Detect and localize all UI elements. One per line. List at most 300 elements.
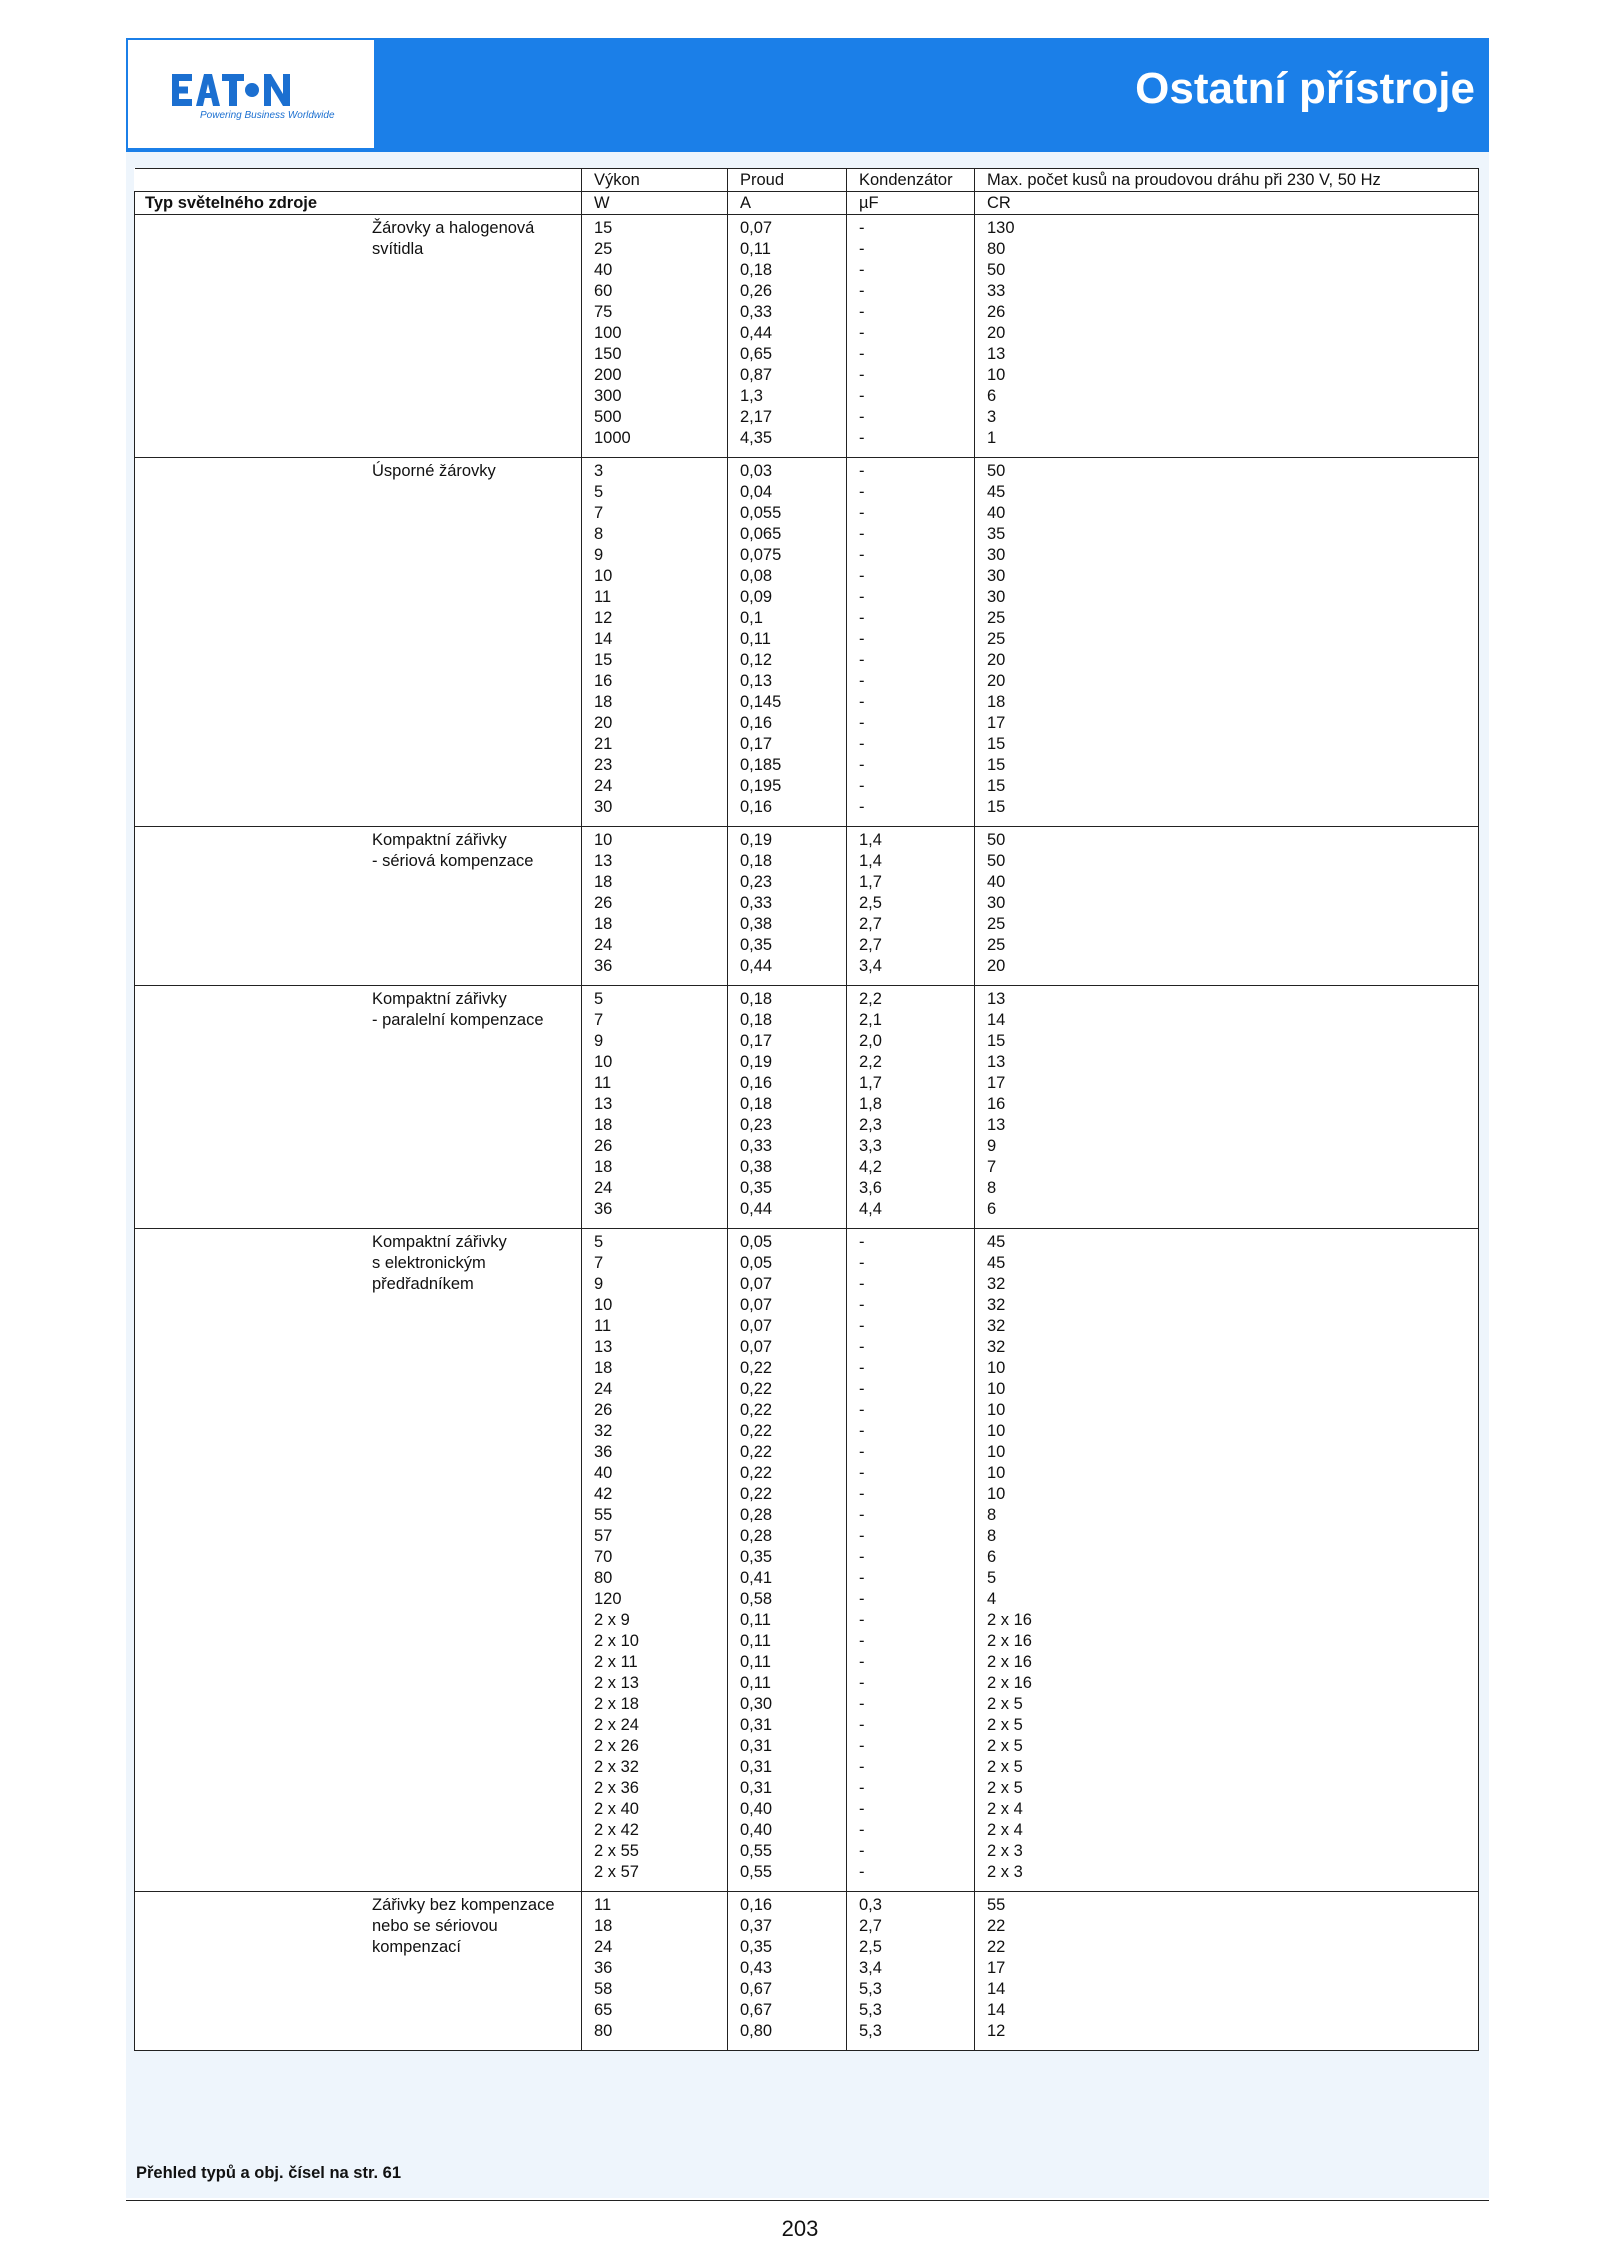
table-cell-value: - xyxy=(859,1548,865,1566)
table-cell-value: 0,07 xyxy=(740,1338,773,1356)
table-cell-value: - xyxy=(859,387,865,405)
table-cell-value: 2,7 xyxy=(859,915,882,933)
table-cell-value: 25 xyxy=(987,609,1006,627)
table-cell-value: 5 xyxy=(987,1569,997,1587)
table-cell-value: 0,16 xyxy=(740,714,773,732)
table-cell-value: 120 xyxy=(594,1590,622,1608)
table-cell-value: 0,35 xyxy=(740,1548,773,1566)
table-cell-value: 11 xyxy=(594,1317,612,1335)
light-source-name-line: Úsporné žárovky xyxy=(372,462,496,480)
table-cell-value: - xyxy=(859,345,865,363)
table-cell-value: 24 xyxy=(594,1938,613,1956)
table-cell-value: 2 x 4 xyxy=(987,1821,1023,1839)
table-cell-value: 7 xyxy=(987,1158,997,1176)
light-source-name-line: Žárovky a halogenová xyxy=(372,219,535,237)
table-cell-value: - xyxy=(859,1422,865,1440)
table-cell-value: 1,4 xyxy=(859,831,882,849)
table-cell-value: 32 xyxy=(987,1338,1006,1356)
table-cell-value: - xyxy=(859,324,865,342)
table-cell-value: - xyxy=(859,1380,865,1398)
power-values xyxy=(582,986,728,1229)
table-cell-value: 0,22 xyxy=(740,1422,773,1440)
table-cell-value: 0,145 xyxy=(740,693,782,711)
capacitor-values xyxy=(847,215,975,458)
table-cell-value: 10 xyxy=(987,1380,1006,1398)
table-cell-value: 2,1 xyxy=(859,1011,882,1029)
light-source-type xyxy=(135,458,582,827)
table-cell-value: 10 xyxy=(594,831,613,849)
table-cell-value: 10 xyxy=(987,1359,1006,1377)
table-cell-value: 0,23 xyxy=(740,873,773,891)
table-cell-value: 10 xyxy=(987,1401,1006,1419)
table-cell-value: 20 xyxy=(987,324,1006,342)
footnote: Přehled typů a obj. čísel na str. 61 xyxy=(136,2164,402,2182)
table-cell-value: 80 xyxy=(594,2022,613,2040)
table-cell-value: 2 x 11 xyxy=(594,1653,638,1671)
light-source-name-line: - sériová kompenzace xyxy=(372,852,534,870)
table-cell-value: - xyxy=(859,261,865,279)
table-cell-value: 13 xyxy=(987,1053,1006,1071)
table-cell-value: 16 xyxy=(987,1095,1006,1113)
power-values xyxy=(582,1892,728,2051)
table-cell-value: 1,7 xyxy=(859,1074,882,1092)
light-source-type xyxy=(135,215,582,458)
table-cell-value: 26 xyxy=(594,1401,613,1419)
table-cell-value: - xyxy=(859,1233,865,1251)
section-title: Ostatní přístroje xyxy=(1135,64,1475,113)
light-source-name-line: s elektronickým xyxy=(372,1254,486,1272)
logo-tagline: Powering Business Worldwide xyxy=(200,110,335,121)
table-cell-value: 2 x 16 xyxy=(987,1674,1032,1692)
table-cell-value: 15 xyxy=(987,1032,1006,1050)
table-cell-value: - xyxy=(859,588,865,606)
table-cell-value: 3,6 xyxy=(859,1179,882,1197)
table-cell-value: 2,7 xyxy=(859,1917,882,1935)
table-cell-value: 2 x 5 xyxy=(987,1737,1023,1755)
table-cell-value: 0,19 xyxy=(740,1053,773,1071)
table-cell-value: 4 xyxy=(987,1590,997,1608)
unit-capacitor: µF xyxy=(847,192,975,215)
table-cell-value: 0,19 xyxy=(740,831,773,849)
table-cell-value: 32 xyxy=(594,1422,613,1440)
table-cell-value: 3 xyxy=(987,408,997,426)
max-count-values xyxy=(975,215,1479,458)
table-cell-value: 18 xyxy=(594,1158,613,1176)
table-cell-value: 0,23 xyxy=(740,1116,773,1134)
table-cell-value: 57 xyxy=(594,1527,613,1545)
table-cell-value: 9 xyxy=(594,546,604,564)
table-cell-value: 24 xyxy=(594,777,613,795)
table-cell-value: 0,185 xyxy=(740,756,782,774)
table-cell-value: 0,07 xyxy=(740,219,773,237)
power-values xyxy=(582,458,728,827)
table-cell-value: 0,33 xyxy=(740,303,773,321)
light-source-type xyxy=(135,1892,582,2051)
table-cell-value: 8 xyxy=(987,1179,997,1197)
table-cell-value: 2 x 24 xyxy=(594,1716,639,1734)
table-cell-value: 9 xyxy=(987,1137,997,1155)
table-cell-value: - xyxy=(859,1779,865,1797)
table-cell-value: - xyxy=(859,1443,865,1461)
table-cell-value: 0,11 xyxy=(740,1653,771,1671)
light-source-name-line: svítidla xyxy=(372,240,424,258)
table-cell-value: 0,65 xyxy=(740,345,773,363)
table-cell-value: 10 xyxy=(987,1422,1006,1440)
table-cell-value: 55 xyxy=(594,1506,613,1524)
table-cell-value: 45 xyxy=(987,1233,1006,1251)
light-source-name-line: nebo se sériovou xyxy=(372,1917,498,1935)
light-source-type xyxy=(135,1229,582,1892)
light-source-type xyxy=(135,986,582,1229)
table-cell-value: 2 x 55 xyxy=(594,1842,639,1860)
table-cell-value: 26 xyxy=(594,894,613,912)
table-cell-value: - xyxy=(859,1758,865,1776)
table-cell-value: 14 xyxy=(987,1980,1006,1998)
table-cell-value: 5,3 xyxy=(859,2001,882,2019)
table-cell-value: - xyxy=(859,1275,865,1293)
table-cell-value: 0,07 xyxy=(740,1317,773,1335)
table-cell-value: 4,4 xyxy=(859,1200,882,1218)
table-cell-value: 2 x 13 xyxy=(594,1674,639,1692)
table-cell-value: 33 xyxy=(987,282,1006,300)
table-cell-value: 0,40 xyxy=(740,1800,773,1818)
table-cell-value: 0,16 xyxy=(740,1074,773,1092)
table-cell-value: 2,5 xyxy=(859,1938,882,1956)
table-cell-value: 15 xyxy=(594,219,613,237)
table-cell-value: 0,30 xyxy=(740,1695,773,1713)
table-cell-value: 3,3 xyxy=(859,1137,882,1155)
table-cell-value: - xyxy=(859,1527,865,1545)
table-cell-value: 0,11 xyxy=(740,1611,771,1629)
table-cell-value: 0,3 xyxy=(859,1896,882,1914)
table-cell-value: 2,3 xyxy=(859,1116,882,1134)
table-cell-value: 2 x 5 xyxy=(987,1758,1023,1776)
table-cell-value: 5 xyxy=(594,990,604,1008)
light-source-name-line: kompenzací xyxy=(372,1938,461,1956)
table-cell-value: - xyxy=(859,366,865,384)
table-cell-value: 18 xyxy=(594,1116,613,1134)
table-cell-value: 2,17 xyxy=(740,408,773,426)
table-cell-value: 30 xyxy=(987,567,1006,585)
table-cell-value: 2 x 16 xyxy=(987,1611,1032,1629)
footer-rule xyxy=(126,2200,1489,2201)
table-cell-value: 20 xyxy=(987,651,1006,669)
table-cell-value: - xyxy=(859,429,865,447)
table-cell-value: 2,2 xyxy=(859,990,882,1008)
table-cell-value: - xyxy=(859,1254,865,1272)
table-cell-value: 30 xyxy=(987,546,1006,564)
table-cell-value: 9 xyxy=(594,1275,604,1293)
table-cell-value: - xyxy=(859,483,865,501)
table-cell-value: 300 xyxy=(594,387,622,405)
unit-current: A xyxy=(728,192,847,215)
table-cell-value: 65 xyxy=(594,2001,613,2019)
table-row xyxy=(135,1229,1479,1892)
table-cell-value: 2,2 xyxy=(859,1053,882,1071)
table-cell-value: - xyxy=(859,303,865,321)
table-cell-value: 36 xyxy=(594,1959,613,1977)
table-cell-value: 0,22 xyxy=(740,1401,773,1419)
table-cell-value: 11 xyxy=(594,1896,612,1914)
table-cell-value: 14 xyxy=(987,1011,1006,1029)
light-source-name-line: Kompaktní zářivky xyxy=(372,990,507,1008)
table-cell-value: 100 xyxy=(594,324,622,342)
table-cell-value: 0,11 xyxy=(740,630,771,648)
table-cell-value: 0,07 xyxy=(740,1296,773,1314)
capacitor-values xyxy=(847,1892,975,2051)
table-row xyxy=(135,1892,1479,2051)
table-cell-value: 25 xyxy=(594,240,613,258)
header-capacitor: Kondenzátor xyxy=(847,169,975,192)
table-cell-value: 20 xyxy=(987,672,1006,690)
table-cell-value: 24 xyxy=(594,1380,613,1398)
table-cell-value: - xyxy=(859,756,865,774)
table-cell-value: 0,67 xyxy=(740,2001,773,2019)
table-cell-value: 18 xyxy=(987,693,1006,711)
table-cell-value: 50 xyxy=(987,462,1006,480)
table-cell-value: - xyxy=(859,651,865,669)
table-cell-value: 0,58 xyxy=(740,1590,773,1608)
table-cell-value: 0,43 xyxy=(740,1959,773,1977)
table-cell-value: 17 xyxy=(987,714,1006,732)
table-cell-value: 0,16 xyxy=(740,1896,773,1914)
table-cell-value: 50 xyxy=(987,261,1006,279)
table-cell-value: 18 xyxy=(594,915,613,933)
max-count-values xyxy=(975,1892,1479,2051)
table-cell-value: 0,38 xyxy=(740,915,773,933)
table-cell-value: 200 xyxy=(594,366,622,384)
table-cell-value: 12 xyxy=(987,2022,1006,2040)
table-cell-value: 8 xyxy=(987,1527,997,1545)
table-cell-value: - xyxy=(859,546,865,564)
eaton-logo xyxy=(126,38,376,150)
table-cell-value: 60 xyxy=(594,282,613,300)
capacitor-values xyxy=(847,458,975,827)
table-cell-value: 17 xyxy=(987,1959,1006,1977)
table-cell-value: 32 xyxy=(987,1275,1006,1293)
table-cell-value: - xyxy=(859,1653,865,1671)
unit-power: W xyxy=(582,192,728,215)
table-cell-value: - xyxy=(859,1842,865,1860)
table-cell-value: 80 xyxy=(594,1569,613,1587)
table-cell-value: 10 xyxy=(594,1296,613,1314)
table-cell-value: 2 x 18 xyxy=(594,1695,639,1713)
table-cell-value: 6 xyxy=(987,1548,997,1566)
table-cell-value: 0,38 xyxy=(740,1158,773,1176)
table-cell-value: 45 xyxy=(987,1254,1006,1272)
table-cell-value: 14 xyxy=(987,2001,1006,2019)
table-cell-value: 2 x 3 xyxy=(987,1842,1023,1860)
table-cell-value: 2 x 9 xyxy=(594,1611,630,1629)
light-source-name-line: - paralelní kompenzace xyxy=(372,1011,544,1029)
table-cell-value: 2 x 4 xyxy=(987,1800,1023,1818)
table-cell-value: 0,05 xyxy=(740,1254,773,1272)
table-cell-value: - xyxy=(859,1821,865,1839)
table-cell-value: 16 xyxy=(594,672,613,690)
table-cell-value: 18 xyxy=(594,693,613,711)
table-cell-value: 15 xyxy=(987,798,1006,816)
table-cell-value: 0,17 xyxy=(740,735,773,753)
table-cell-value: 10 xyxy=(987,1485,1006,1503)
capacitor-values xyxy=(847,986,975,1229)
table-cell-value: 0,40 xyxy=(740,1821,773,1839)
table-cell-value: 0,35 xyxy=(740,1179,773,1197)
light-source-name-line: Kompaktní zářivky xyxy=(372,831,507,849)
table-cell-value: 13 xyxy=(987,1116,1006,1134)
table-cell-value: 18 xyxy=(594,873,613,891)
table-cell-value: 36 xyxy=(594,957,613,975)
table-cell-value: 1000 xyxy=(594,429,631,447)
table-cell-value: - xyxy=(859,462,865,480)
capacitor-values xyxy=(847,827,975,986)
table-cell-value: 23 xyxy=(594,756,613,774)
table-cell-value: 15 xyxy=(987,735,1006,753)
table-cell-value: 25 xyxy=(987,630,1006,648)
table-cell-value: 15 xyxy=(987,756,1006,774)
table-row xyxy=(135,458,1479,827)
table-cell-value: 5,3 xyxy=(859,1980,882,1998)
table-cell-value: 0,35 xyxy=(740,1938,773,1956)
table-cell-value: 14 xyxy=(594,630,613,648)
light-source-name-line: Zářivky bez kompenzace xyxy=(372,1896,555,1914)
light-source-name-line: Kompaktní zářivky xyxy=(372,1233,507,1251)
table-cell-value: 3 xyxy=(594,462,604,480)
header-type-label: Typ světelného zdroje xyxy=(135,192,582,215)
table-cell-value: 0,22 xyxy=(740,1380,773,1398)
current-values xyxy=(728,215,847,458)
table-cell-value: 2 x 26 xyxy=(594,1737,639,1755)
power-values xyxy=(582,1229,728,1892)
table-cell-value: 0,22 xyxy=(740,1464,773,1482)
power-values xyxy=(582,827,728,986)
table-cell-value: - xyxy=(859,777,865,795)
table-cell-value: 0,33 xyxy=(740,894,773,912)
table-cell-value: - xyxy=(859,1485,865,1503)
table-cell-value: 22 xyxy=(987,1917,1006,1935)
table-cell-value: - xyxy=(859,609,865,627)
table-cell-value: 500 xyxy=(594,408,622,426)
table-cell-value: 0,11 xyxy=(740,240,771,258)
table-cell-value: 11 xyxy=(594,588,612,606)
table-units-row xyxy=(135,192,1479,215)
table-cell-value: 10 xyxy=(594,1053,613,1071)
header-max-count: Max. počet kusů na proudovou dráhu při 230 V, 50 Hz xyxy=(975,169,1479,192)
table-cell-value: 1 xyxy=(987,429,997,447)
table-cell-value: 15 xyxy=(594,651,613,669)
table-cell-value: 2,5 xyxy=(859,894,882,912)
table-cell-value: 0,195 xyxy=(740,777,782,795)
table-cell-value: 0,31 xyxy=(740,1779,773,1797)
table-cell-value: - xyxy=(859,1296,865,1314)
table-cell-value: 24 xyxy=(594,936,613,954)
table-cell-value: - xyxy=(859,1611,865,1629)
table-cell-value: 32 xyxy=(987,1317,1006,1335)
table-cell-value: 0,28 xyxy=(740,1506,773,1524)
table-cell-value: - xyxy=(859,219,865,237)
table-cell-value: 26 xyxy=(594,1137,613,1155)
eaton-logo-mark xyxy=(172,74,292,108)
table-cell-value: 0,16 xyxy=(740,798,773,816)
current-values xyxy=(728,1892,847,2051)
table-cell-value: 0,12 xyxy=(740,651,773,669)
table-cell-value: 2 x 16 xyxy=(987,1653,1032,1671)
table-cell-value: 0,26 xyxy=(740,282,773,300)
table-cell-value: 0,03 xyxy=(740,462,773,480)
table-cell-value: 2 x 57 xyxy=(594,1863,639,1881)
table-cell-value: 0,55 xyxy=(740,1863,773,1881)
table-cell-value: - xyxy=(859,1800,865,1818)
table-cell-value: 0,67 xyxy=(740,1980,773,1998)
table-cell-value: - xyxy=(859,672,865,690)
table-cell-value: 0,37 xyxy=(740,1917,773,1935)
table-cell-value: 80 xyxy=(987,240,1006,258)
table-cell-value: 10 xyxy=(987,1443,1006,1461)
table-cell-value: 25 xyxy=(987,936,1006,954)
table-cell-value: - xyxy=(859,1863,865,1881)
table-cell-value: 8 xyxy=(987,1506,997,1524)
table-cell-value: 4,2 xyxy=(859,1158,882,1176)
table-row xyxy=(135,986,1479,1229)
table-cell-value: 2 x 5 xyxy=(987,1716,1023,1734)
table-cell-value: 0,09 xyxy=(740,588,773,606)
table-cell-value: 2 x 3 xyxy=(987,1863,1023,1881)
table-cell-value: 2,7 xyxy=(859,936,882,954)
table-cell-value: 32 xyxy=(987,1296,1006,1314)
table-cell-value: 0,31 xyxy=(740,1758,773,1776)
table-cell-value: 3,4 xyxy=(859,957,882,975)
table-cell-value: 0,13 xyxy=(740,672,773,690)
table-cell-value: 11 xyxy=(594,1074,612,1092)
table-cell-value: 36 xyxy=(594,1443,613,1461)
table-cell-value: 18 xyxy=(594,1917,613,1935)
table-cell-value: 18 xyxy=(594,1359,613,1377)
table-cell-value: - xyxy=(859,1464,865,1482)
table-cell-value: 1,8 xyxy=(859,1095,882,1113)
table-cell-value: 0,05 xyxy=(740,1233,773,1251)
table-cell-value: - xyxy=(859,1716,865,1734)
table-cell-value: 2 x 10 xyxy=(594,1632,639,1650)
table-cell-value: 130 xyxy=(987,219,1015,237)
table-cell-value: 0,18 xyxy=(740,990,773,1008)
table-cell-value: 4,35 xyxy=(740,429,773,447)
table-cell-value: - xyxy=(859,504,865,522)
table-cell-value: 70 xyxy=(594,1548,613,1566)
header-blank-cell xyxy=(135,169,582,192)
table-cell-value: - xyxy=(859,1737,865,1755)
table-cell-value: 20 xyxy=(594,714,613,732)
current-values xyxy=(728,458,847,827)
table-cell-value: 50 xyxy=(987,831,1006,849)
table-cell-value: 0,35 xyxy=(740,936,773,954)
table-cell-value: - xyxy=(859,1401,865,1419)
table-cell-value: 5 xyxy=(594,483,604,501)
table-cell-value: - xyxy=(859,282,865,300)
table-cell-value: 40 xyxy=(594,1464,613,1482)
light-source-type xyxy=(135,827,582,986)
table-cell-value: 13 xyxy=(987,990,1006,1008)
table-cell-value: 75 xyxy=(594,303,613,321)
max-count-values xyxy=(975,827,1479,986)
table-cell-value: - xyxy=(859,1569,865,1587)
table-cell-value: 0,08 xyxy=(740,567,773,585)
table-cell-value: 45 xyxy=(987,483,1006,501)
table-cell-value: 7 xyxy=(594,504,604,522)
table-cell-value: 40 xyxy=(987,873,1006,891)
table-cell-value: - xyxy=(859,240,865,258)
max-count-values xyxy=(975,986,1479,1229)
table-cell-value: 36 xyxy=(594,1200,613,1218)
table-cell-value: 0,44 xyxy=(740,324,773,342)
